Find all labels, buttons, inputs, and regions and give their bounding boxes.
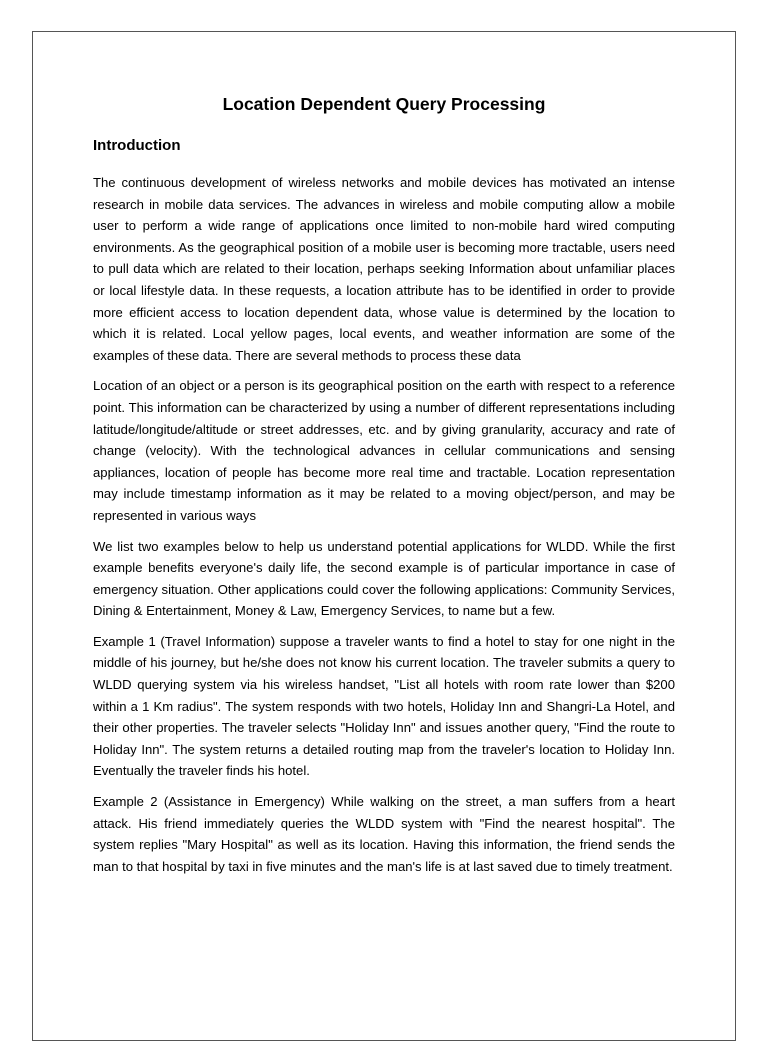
paragraph-applications: We list two examples below to help us understand potential applications for WLDD. While the first example benefits everyone's daily life, the second example is of particular importance in case of emergency situation. Other applications could cover the following applications: Community Services, Dining & Entertainment, Money & Law, Emergency Services, to name but a few. <box>93 538 675 619</box>
document-body <box>93 172 675 886</box>
paragraph-example-1: Example 1 (Travel Information) suppose a traveler wants to find a hotel to stay for one night in the middle of his journey, but he/she does not know his current location. The traveler submits a query to WLDD querying system via his wireless handset, "List all hotels with room rate lower than $200 within a 1 Km radius". The system responds with two hotels, Holiday Inn and Shangri-La Hotel, and their other properties. The traveler selects "Holiday Inn" and issues another query, "Find the route to Holiday Inn". The system returns a detailed routing map from the traveler's location to Holiday Inn. Eventually the traveler finds his hotel. <box>93 633 675 779</box>
section-heading-introduction: Introduction <box>93 137 181 154</box>
paragraph-example-2: Example 2 (Assistance in Emergency) While walking on the street, a man suffers from a heart attack. His friend immediately queries the WLDD system with "Find the nearest hospital". The system replies "Mary Hospital" as well as its location. Having this information, the friend sends the man to that hospital by taxi in five minutes and the man's life is at last saved due to timely treatment. <box>93 794 675 874</box>
paragraph-intro: The continuous development of wireless networks and mobile devices has motivated an intense research in mobile data services. The advances in wireless and mobile computing allow a mobile user to perform a wide range of applications once limited to non-mobile hard wired computing environments. As the geographical position of a mobile user is becoming more tractable, users need to pull data which are related to their location, perhaps seeking Information about unfamiliar places or local lifestyle data. In these requests, a location attribute has to be identified in order to provide more efficient access to location dependent data, whose value is determined by the location to which it is related. Local yellow pages, local events, and weather information are some of the examples of these data. There are several methods to process these data <box>93 175 675 363</box>
document-title: Location Dependent Query Processing <box>222 94 546 114</box>
paragraph-location-definition: Location of an object or a person is its geographical position on the earth with respect to a reference point. This information can be characterized by using a number of different representations including latitude/longitude/altitude or street addresses, etc. and by giving granularity, accuracy and rate of change (velocity). With the technological advances in cellular communications and sensing appliances, location of people has become more real time and tractable. Location representation may include timestamp information as it may be related to a moving object/person, and may be represented in various ways <box>93 378 675 523</box>
